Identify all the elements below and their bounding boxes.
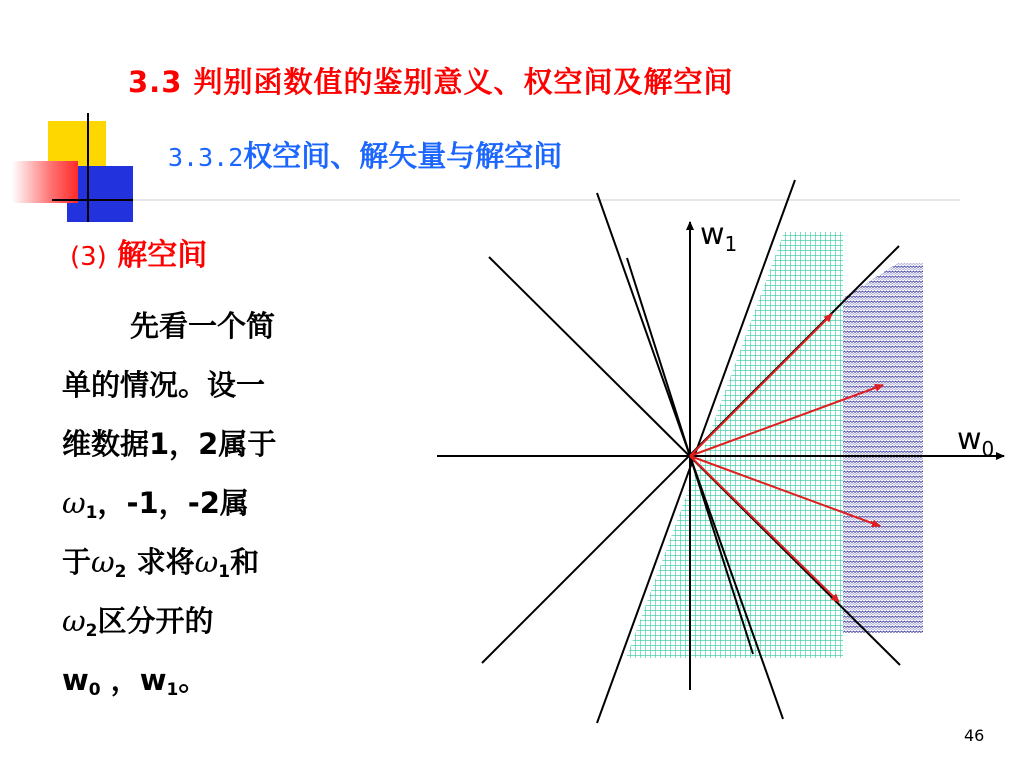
subtitle-number: 3.3.2 bbox=[168, 143, 244, 172]
solution-region-wave bbox=[843, 263, 923, 633]
section-title: 解空间 bbox=[117, 238, 208, 273]
body-line-7: $w_0$ ，$w_1$。 bbox=[62, 663, 208, 700]
body-line-3: 维数据1，2属于 bbox=[62, 427, 277, 461]
body-line-4: $\omega_1$，-1，-2属 bbox=[62, 486, 249, 523]
body-line-1: 先看一个简 bbox=[130, 309, 276, 343]
axis-w0-label: $w_0$ bbox=[957, 422, 995, 461]
section-number: (3) bbox=[70, 242, 107, 272]
subtitle-text: 权空间、解矢量与解空间 bbox=[243, 139, 563, 173]
body-line-5: 于$\omega_2$ 求将$\omega_1$和 bbox=[62, 545, 260, 582]
page-number: 46 bbox=[964, 726, 985, 745]
axis-w1-label: $w_1$ bbox=[700, 217, 738, 256]
body-line-2: 单的情况。设一 bbox=[62, 368, 266, 402]
slide-title: 3.3 判别函数值的鉴别意义、权空间及解空间 bbox=[128, 65, 734, 99]
body-line-6: $\omega_2$区分开的 bbox=[62, 604, 214, 641]
